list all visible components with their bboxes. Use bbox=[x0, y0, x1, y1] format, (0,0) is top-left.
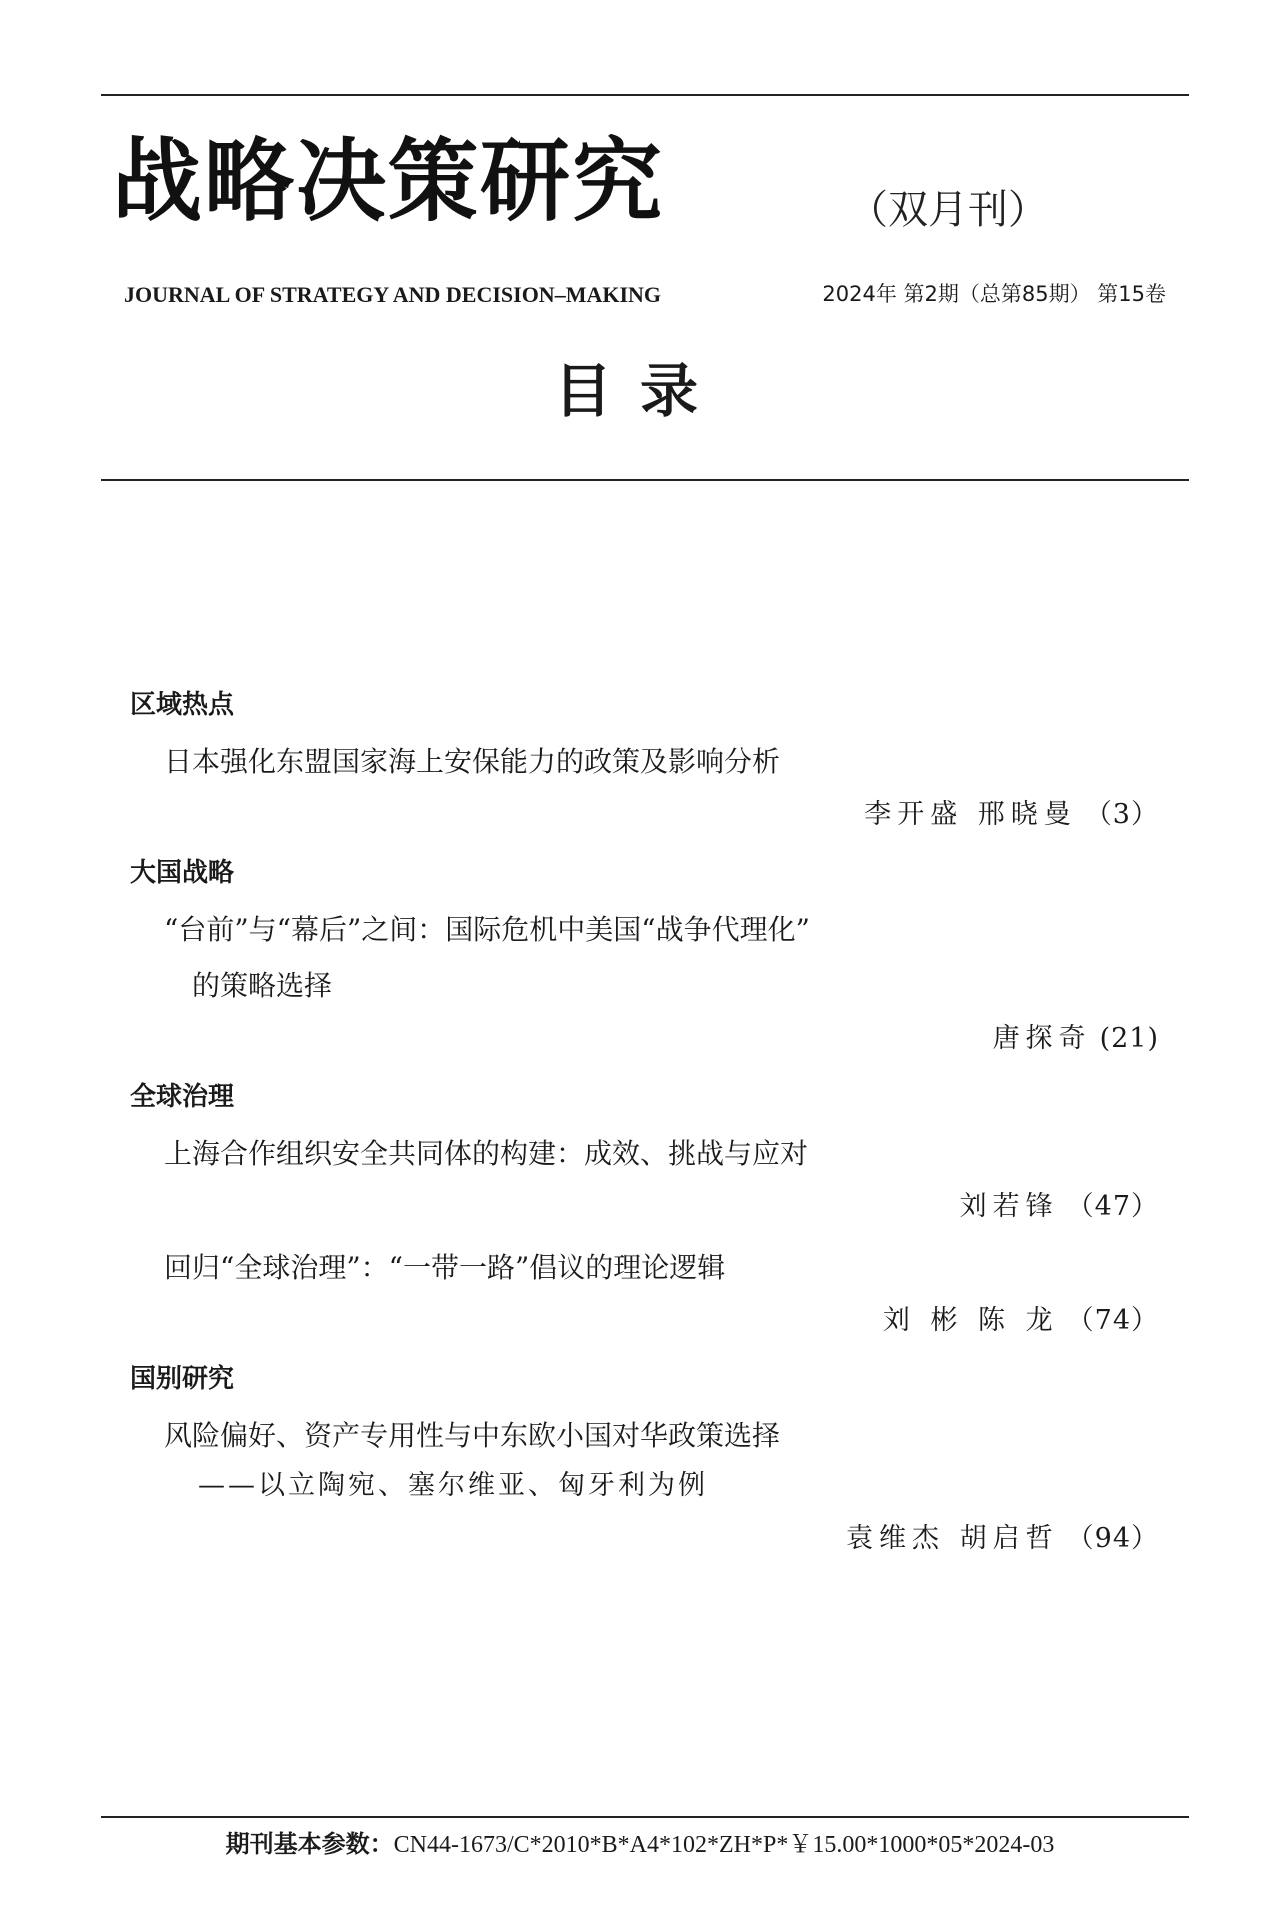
toc-article[interactable] bbox=[130, 1136, 1159, 1224]
section-title: 国别研究 bbox=[130, 1364, 235, 1394]
toc-section-regional-hotspots bbox=[130, 690, 1159, 832]
article-title bbox=[164, 1250, 1159, 1286]
article-title bbox=[164, 1136, 1159, 1172]
article-title-text: 回归“全球治理”：“一带一路”倡议的理论逻辑 bbox=[164, 1251, 726, 1284]
article-title-text: “台前”与“幕后”之间：国际危机中美国“战争代理化” bbox=[164, 913, 810, 946]
section-title: 全球治理 bbox=[130, 1082, 235, 1112]
article-byline bbox=[130, 1022, 1159, 1056]
article-title bbox=[164, 1418, 1159, 1504]
article-page: （74） bbox=[1066, 1305, 1159, 1336]
article-authors: 袁维杰 胡启哲 bbox=[846, 1523, 1059, 1554]
article-authors: 李开盛 邢晓曼 bbox=[864, 799, 1077, 830]
article-title bbox=[164, 744, 1159, 780]
section-title: 区域热点 bbox=[130, 690, 235, 720]
article-page: （94） bbox=[1066, 1523, 1159, 1554]
article-byline bbox=[130, 1304, 1159, 1338]
toc-heading: 目录 bbox=[553, 357, 726, 425]
article-title-text: 上海合作组织安全共同体的构建：成效、挑战与应对 bbox=[164, 1137, 809, 1170]
header-rule bbox=[101, 479, 1189, 481]
toc-article[interactable] bbox=[130, 912, 1159, 1056]
toc-section-global-governance bbox=[130, 1082, 1159, 1338]
toc-article[interactable] bbox=[130, 1250, 1159, 1338]
article-byline bbox=[130, 1190, 1159, 1224]
toc-sections bbox=[130, 690, 1159, 1582]
section-title: 大国战略 bbox=[130, 858, 235, 888]
article-subtitle: ——以立陶宛、塞尔维亚、匈牙利为例 bbox=[198, 1470, 708, 1501]
parameters-label: 期刊基本参数： bbox=[225, 1830, 394, 1858]
toc-section-country-studies bbox=[130, 1364, 1159, 1556]
article-page: （3） bbox=[1084, 799, 1159, 830]
parameters-value: CN44-1673/C*2010*B*A4*102*ZH*P*￥15.00*1000*05*2024-03 bbox=[393, 1832, 1055, 1858]
article-title-text: 日本强化东盟国家海上安保能力的政策及影响分析 bbox=[164, 745, 781, 778]
article-byline bbox=[130, 1522, 1159, 1556]
toc-article[interactable] bbox=[130, 744, 1159, 832]
top-rule bbox=[101, 94, 1189, 96]
journal-parameters bbox=[0, 1828, 1280, 1861]
article-authors: 刘 彬 陈 龙 bbox=[882, 1305, 1059, 1336]
journal-title: 战略决策研究 bbox=[112, 128, 664, 234]
toc-article[interactable] bbox=[130, 1418, 1159, 1556]
publication-frequency: （双月刊） bbox=[848, 187, 1048, 233]
article-page: (21) bbox=[1099, 1023, 1159, 1054]
article-title-text: 风险偏好、资产专用性与中东欧小国对华政策选择 bbox=[164, 1419, 781, 1452]
footer-rule bbox=[101, 1816, 1189, 1818]
article-authors: 唐探奇 bbox=[992, 1023, 1092, 1054]
article-page: （47） bbox=[1066, 1191, 1159, 1222]
issue-info: 2024年 第2期（总第85期） 第15卷 bbox=[822, 282, 1166, 306]
article-authors: 刘若锋 bbox=[959, 1191, 1059, 1222]
article-title bbox=[164, 912, 1159, 1004]
journal-english-title: JOURNAL OF STRATEGY AND DECISION–MAKING bbox=[124, 282, 662, 307]
article-byline bbox=[130, 798, 1159, 832]
article-title-continuation: 的策略选择 bbox=[192, 969, 333, 1002]
toc-section-major-power-strategy bbox=[130, 858, 1159, 1056]
